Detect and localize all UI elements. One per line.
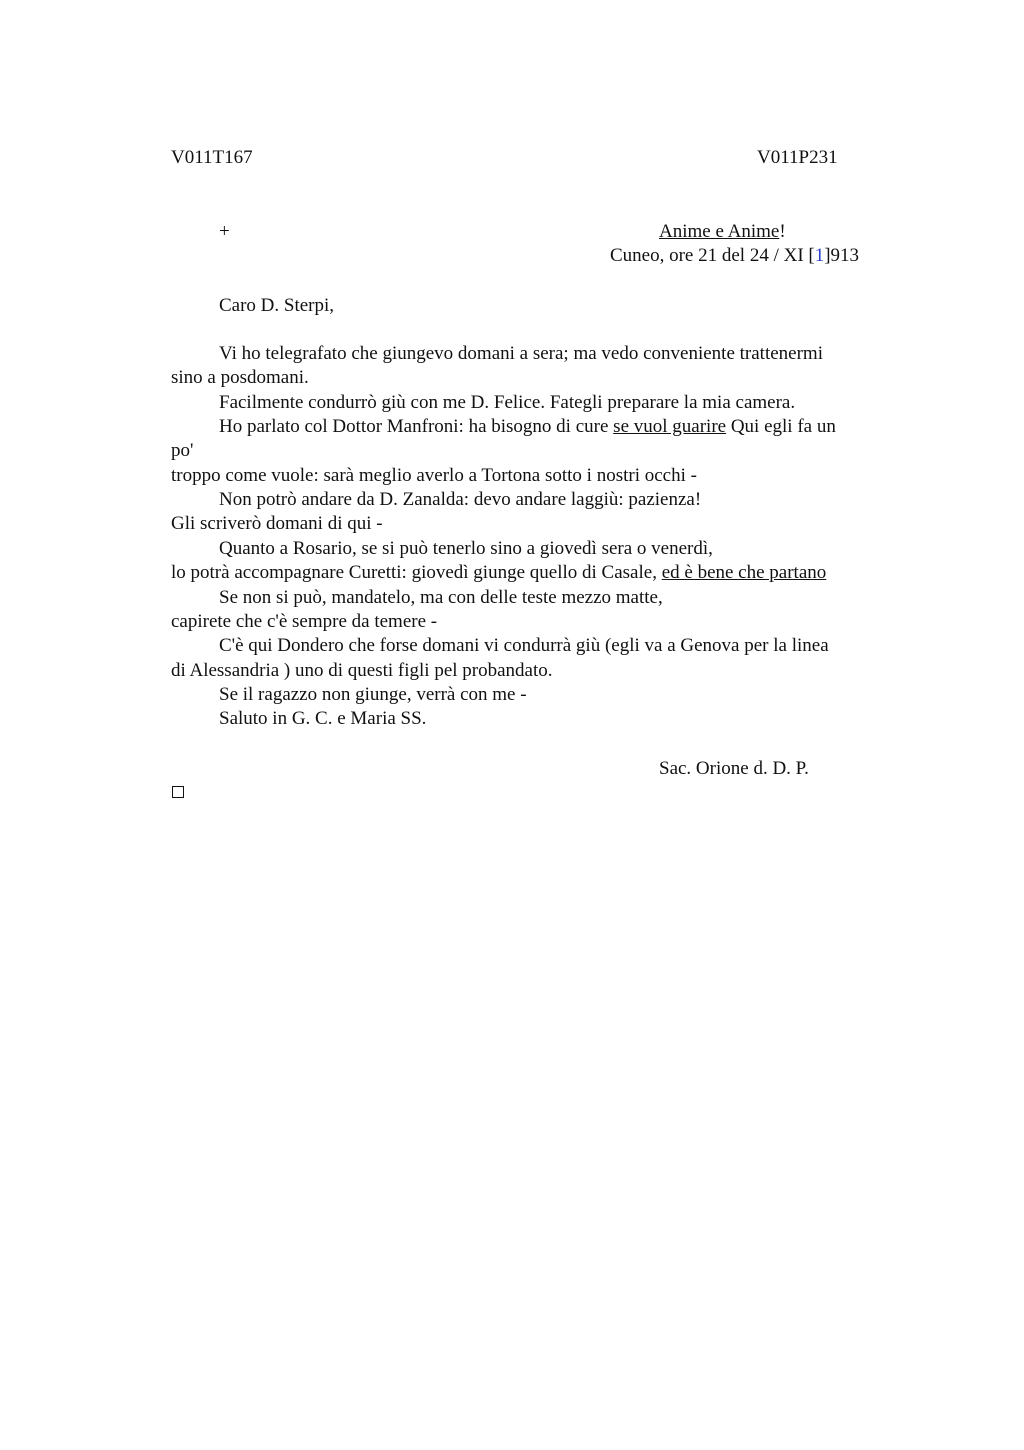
- body-line: Vi ho telegrafato che giungevo domani a sera; ma vedo conveniente trattenermi: [219, 343, 823, 364]
- motto: [659, 220, 786, 244]
- date-prefix: Cuneo, ore 21 del 24 / XI [: [610, 245, 815, 266]
- body-line: [219, 415, 836, 439]
- body-line-text: Qui egli fa un: [726, 416, 836, 437]
- salutation: Caro D. Sterpi,: [219, 295, 335, 316]
- body-line: Quanto a Rosario, se si può tenerlo sino a giovedì sera o venerdì,: [219, 538, 713, 559]
- date-line: [610, 244, 859, 268]
- body-line: Gli scriverò domani di qui -: [171, 513, 383, 534]
- document-code-right: V011P231: [757, 147, 838, 168]
- body-line: C'è qui Dondero che forse domani vi condurrà giù (egli va a Genova per la linea: [219, 635, 829, 656]
- body-line: sino a posdomani.: [171, 367, 309, 388]
- body-line: troppo come vuole: sarà meglio averlo a Tortona sotto i nostri occhi -: [171, 465, 697, 486]
- body-line-text: Ho parlato col Dottor Manfroni: ha bisogno di cure: [219, 416, 614, 437]
- motto-suffix: !: [779, 221, 786, 242]
- end-square-icon: [172, 786, 184, 798]
- underlined-phrase: ed è bene che partano: [661, 562, 827, 583]
- body-line-text: lo potrà accompagnare Curetti: giovedì giunge quello di Casale,: [171, 562, 662, 583]
- motto-underlined: Anime e Anime: [659, 221, 780, 242]
- body-line: Non potrò andare da D. Zanalda: devo andare laggiù: pazienza!: [219, 489, 702, 510]
- body-line: Se non si può, mandatelo, ma con delle teste mezzo matte,: [219, 587, 663, 608]
- body-line: di Alessandria ) uno di questi figli pel probandato.: [171, 660, 553, 681]
- body-line: capirete che c'è sempre da temere -: [171, 611, 438, 632]
- underlined-phrase: se vuol guarire: [613, 416, 727, 437]
- body-line: Saluto in G. C. e Maria SS.: [219, 708, 427, 729]
- signature: Sac. Orione d. D. P.: [659, 758, 809, 779]
- document-code-left: V011T167: [171, 147, 253, 168]
- body-line: [171, 561, 826, 585]
- body-line: Facilmente condurrò giù con me D. Felice. Fategli preparare la mia camera.: [219, 392, 796, 413]
- body-line: Se il ragazzo non giunge, verrà con me -: [219, 684, 527, 705]
- body-line: po': [171, 440, 194, 461]
- cross-symbol: +: [219, 221, 230, 242]
- date-suffix: ]913: [824, 245, 860, 266]
- date-bracket-digit: 1: [814, 245, 825, 266]
